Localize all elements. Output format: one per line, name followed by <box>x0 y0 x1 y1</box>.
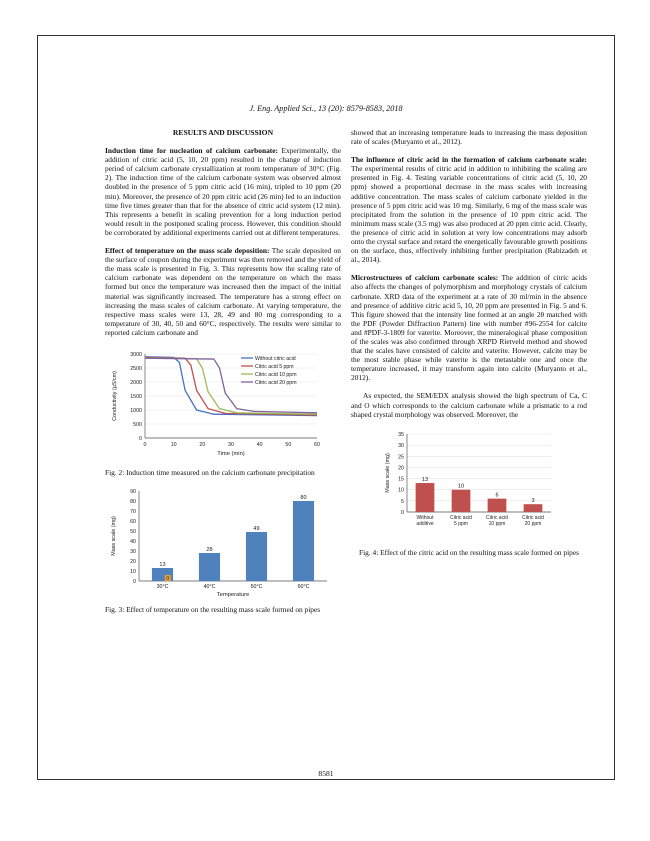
figure-2 <box>105 346 341 477</box>
x-tick-label: 20 <box>199 441 206 448</box>
paragraph-body: Experimentally, the addition of citric acid (5, 10, 20 ppm) resulted in the change of induction period of calcium carbonate crystallization at room temperature of 30°C (Fig. 2). The induction time of the calcium carbonate system was observed almost doubled in the presence of 5 ppm citric acid (16 min), tripled to 10 ppm (20 min). Moreover, the presence of 20 ppm citric acid (26 min) led to an induction time five times greater than that for the absence of citric acid system (12 min). This represents a benefit in scaling prevention for a long induction period would result in the postponed scaling process. However, this condition should be corroborated by additional experiments carried out at different temperatures. <box>105 146 341 237</box>
y-tick-label: 60 <box>130 519 136 526</box>
x-tick-label: Citric acid 5 ppm <box>450 514 472 527</box>
bar <box>488 498 507 511</box>
paragraph-temperature-effect <box>105 246 341 337</box>
y-tick-label: 20 <box>398 465 404 472</box>
journal-citation: J. Eng. Applied Sci., 13 (20): 8579-8583, 2018 <box>249 104 403 113</box>
figure-3 <box>105 481 341 614</box>
y-tick-label: 90 <box>130 489 136 496</box>
y-axis-label: Conductivity (µS/cm) <box>112 371 118 421</box>
paragraph-heading: Induction time for nucleation of calcium carbonate: <box>105 146 278 156</box>
x-tick-label: Without additive <box>416 514 434 527</box>
marker-label: 0 <box>166 576 170 583</box>
figure-3-caption: Fig. 3: Effect of temperature on the resulting mass scale formed on pipes <box>105 605 321 615</box>
paragraph-induction-time <box>105 146 341 237</box>
left-column <box>105 128 341 614</box>
bar-value-label: 3 <box>531 497 535 504</box>
section-title: RESULTS AND DISCUSSION <box>172 128 274 137</box>
y-tick-label: 15 <box>398 476 404 483</box>
x-tick-label: 0 <box>143 441 147 448</box>
y-tick-label: 0 <box>133 579 136 586</box>
x-tick-label: 50 <box>285 441 292 448</box>
bar-value-label: 80 <box>300 495 307 502</box>
x-tick-label: 50°C <box>250 584 263 591</box>
bar-value-label: 13 <box>159 562 166 569</box>
bar-value-label: 28 <box>206 547 213 554</box>
y-axis-label: Mass scale (mg) <box>385 452 391 493</box>
right-column <box>351 128 587 557</box>
bar-value-label: 49 <box>253 526 260 533</box>
paragraph-body: The experimental results of citric acid in addition to inhibiting the scaling are presented in Fig. 4. Testing variable concentrations of citric acid (5, 10, 20 ppm) showed a proportional decrease in the mass scales with increasing additive concentration. The mass scales of calcium carbonate yielded in the presence of 5 ppm citric acid was 10 mg. Similarly, 6 mg of the mass scale was precipitated from the solution in the presence of 10 ppm citric acid. The minimum mass scale (3.5 mg) was also produced at 20 ppm citric acid. Clearly, the presence of citric acid in solution at very low concentrations may adsorb onto the crystal surface and retard the energetically favourable growth positions on the surface, thus, effectively inhibiting further precipitation (Rabizadeh et al., 2014). <box>351 164 587 265</box>
x-tick-label: Citric acid 20 ppm <box>522 514 544 527</box>
figure-4-caption: Fig. 4: Effect of the citric acid on the resulting mass scale formed on pipes <box>358 547 580 557</box>
y-tick-label: 1500 <box>130 393 142 400</box>
figure-3-bar-chart <box>105 481 341 601</box>
bar <box>416 483 435 512</box>
y-tick-label: 2000 <box>130 379 142 386</box>
y-tick-label: 20 <box>130 559 136 566</box>
y-tick-label: 10 <box>130 569 136 576</box>
y-tick-label: 1000 <box>130 407 142 414</box>
paragraph-body: The scale deposited on the surface of coupon during the experiment was then removed and the yield of the mass scale is presented in Fig. 3. This represents how the scaling rate of calcium carbonate was dependent on the temperature on which the mass formed but once the temperature was increased then the impact of the initial material was significantly increased. The temperature has a strong effect on increasing the mass scales of calcium carbonate. At varying temperature, the respective mass scales were 13, 28, 49 and 80 mg corresponding to a temperature of 30, 40, 50 and 60°C, respectively. The results were similar to reported calcium carbonate and <box>105 246 341 337</box>
paragraph-body: The addition of citric acids also affects the changes of polymorphism and morphology crystals of calcium carbonate. XRD data of the experiment at a rate of 30 ml/min in the absence and presence of additive citric acid 5, 10, 20 ppm are presented in Fig. 5 and 6. This figure showed that the intensity line formed at an angle 2θ matched with the PDF (Powder Diffraction Pattern) line with number #96-2554 for calcite and #PDF-3-1809 for vaterite. Moreover, the mineralogical phase composition of the scales was also confirmed through XRPD Rietveld method and showed that the scales have consisted of calcite and vaterite. However, calcite may be the most stable phase while vaterite is the metastable one and once the temperature increased, it may transform again into calcite (Muryanto et al., 2012). <box>351 273 588 383</box>
figure-4-bar-chart <box>351 428 587 544</box>
bar <box>246 532 267 581</box>
figure-2-line-chart <box>105 346 341 464</box>
y-tick-label: 5 <box>401 498 404 505</box>
legend-label: Citric acid 10 ppm <box>255 371 297 378</box>
y-tick-label: 10 <box>398 487 404 494</box>
paragraph-microstructures <box>351 273 587 382</box>
bar <box>524 504 543 512</box>
bar-value-label: 10 <box>457 483 465 490</box>
bar-value-label: 13 <box>421 476 429 483</box>
y-tick-label: 500 <box>133 421 142 428</box>
y-tick-label: 30 <box>130 549 136 556</box>
x-tick-label: 40 <box>256 441 263 448</box>
x-tick-label: Citric acid 10 ppm <box>486 514 508 527</box>
x-tick-label: 30 <box>228 441 234 448</box>
figure-2-caption: Fig. 2: Induction time measured on the calcium carbonate precipitation <box>105 468 315 478</box>
x-tick-label: 30°C <box>156 584 169 591</box>
bar <box>452 489 471 511</box>
y-tick-label: 80 <box>130 499 136 506</box>
y-tick-label: 35 <box>398 431 404 438</box>
paragraph-heading: Effect of temperature on the mass scale deposition: <box>105 246 270 256</box>
y-tick-label: 0 <box>139 435 142 442</box>
y-tick-label: 25 <box>398 454 404 461</box>
x-axis-label: Temperature <box>216 592 250 599</box>
bar-value-label: 6 <box>495 492 499 499</box>
y-tick-label: 2500 <box>130 365 142 372</box>
paragraph-citric-acid-influence <box>351 155 587 264</box>
legend-label: Without citric acid <box>255 355 296 362</box>
y-tick-label: 70 <box>130 509 136 516</box>
x-tick-label: 10 <box>170 441 177 448</box>
y-tick-label: 0 <box>401 509 404 516</box>
paper-page <box>37 35 615 780</box>
paragraph-continued: showed that an increasing temperature leads to increasing the mass deposition rate of scales (Muryanto et al., 2012). <box>351 128 587 147</box>
paragraph-heading: Microstructures of calcium carbonate scales: <box>351 273 499 283</box>
x-tick-label: 60°C <box>297 584 310 591</box>
bar <box>199 553 220 581</box>
y-axis-label: Mass scale (mg) <box>111 516 117 556</box>
legend-label: Citric acid 5 ppm <box>255 363 294 370</box>
x-axis-label: Time (min) <box>217 450 245 457</box>
paragraph-heading: The influence of citric acid in the formation of calcium carbonate scale: <box>351 155 587 165</box>
legend-label: Citric acid 20 ppm <box>255 379 297 386</box>
y-tick-label: 3000 <box>130 351 142 358</box>
page-number: 8581 <box>318 769 334 778</box>
bar <box>293 501 314 581</box>
y-tick-label: 30 <box>398 442 404 449</box>
x-tick-label: 40°C <box>203 584 216 591</box>
paragraph-sem-edx: As expected, the SEM/EDX analysis showed the high spectrum of Ca, C and O which corresponds to the calcium carbonate while a prismatic to a rod shaped crystal morphology was observed. Moreover, the <box>351 391 587 419</box>
x-tick-label: 60 <box>314 441 320 448</box>
y-tick-label: 40 <box>130 539 136 546</box>
y-tick-label: 50 <box>130 529 136 536</box>
figure-4 <box>351 428 587 557</box>
